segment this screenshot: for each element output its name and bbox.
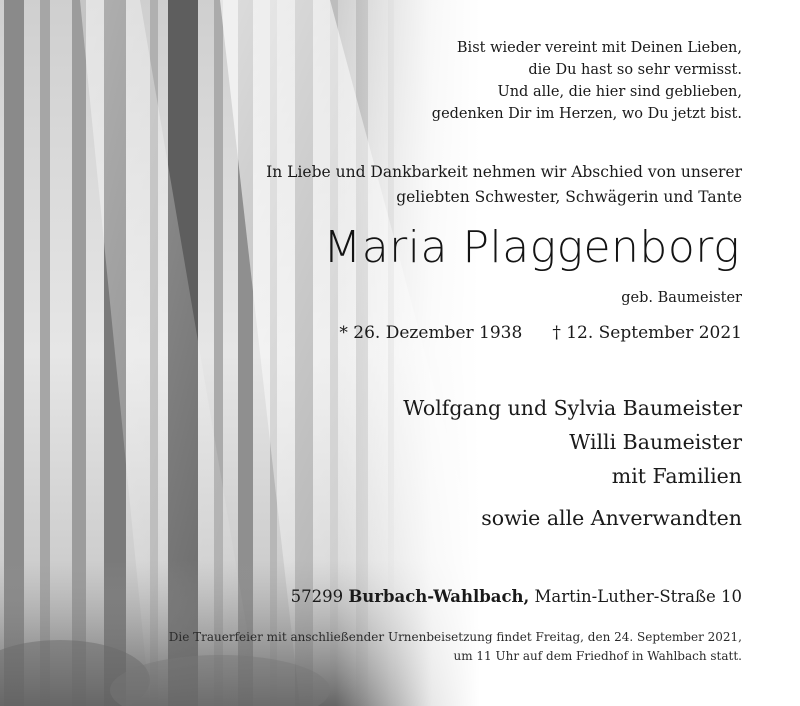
birth-date: * 26. Dezember 1938 <box>339 323 523 343</box>
farewell-line: In Liebe und Dankbarkeit nehmen wir Abschied von unserer <box>266 163 742 181</box>
funeral-line: um 11 Uhr auf dem Friedhof in Wahlbach statt. <box>453 649 742 663</box>
city: Burbach-Wahlbach, <box>348 587 530 606</box>
poem-line: Bist wieder vereint mit Deinen Lieben, <box>456 40 742 56</box>
street: Martin-Luther-Straße 10 <box>534 587 742 606</box>
mourner-address <box>291 587 742 606</box>
farewell-text <box>182 160 742 210</box>
poem-line: Und alle, die hier sind geblieben, <box>497 84 742 100</box>
deceased-name: Maria Plaggenborg <box>323 222 740 273</box>
poem-line: die Du hast so sehr vermisst. <box>528 62 742 78</box>
farewell-line: geliebten Schwester, Schwägerin und Tante <box>396 188 742 206</box>
relatives-line: sowie alle Anverwandten <box>481 506 742 530</box>
mourner-line: Wolfgang und Sylvia Baumeister <box>403 396 742 420</box>
life-dates <box>339 323 742 343</box>
poem-line: gedenken Dir im Herzen, wo Du jetzt bist. <box>431 106 742 122</box>
funeral-notice <box>92 628 742 666</box>
funeral-line: Die Trauerfeier mit anschließender Urnenbeisetzung findet Freitag, den 24. September 2021, <box>168 630 742 644</box>
poem <box>322 37 742 125</box>
mourner-line: mit Familien <box>611 464 742 488</box>
mourners-list <box>292 391 742 493</box>
postal-code: 57299 <box>290 587 344 606</box>
death-date: † 12. September 2021 <box>552 323 742 343</box>
mourner-line: Willi Baumeister <box>569 430 742 454</box>
birth-name: geb. Baumeister <box>621 290 742 306</box>
